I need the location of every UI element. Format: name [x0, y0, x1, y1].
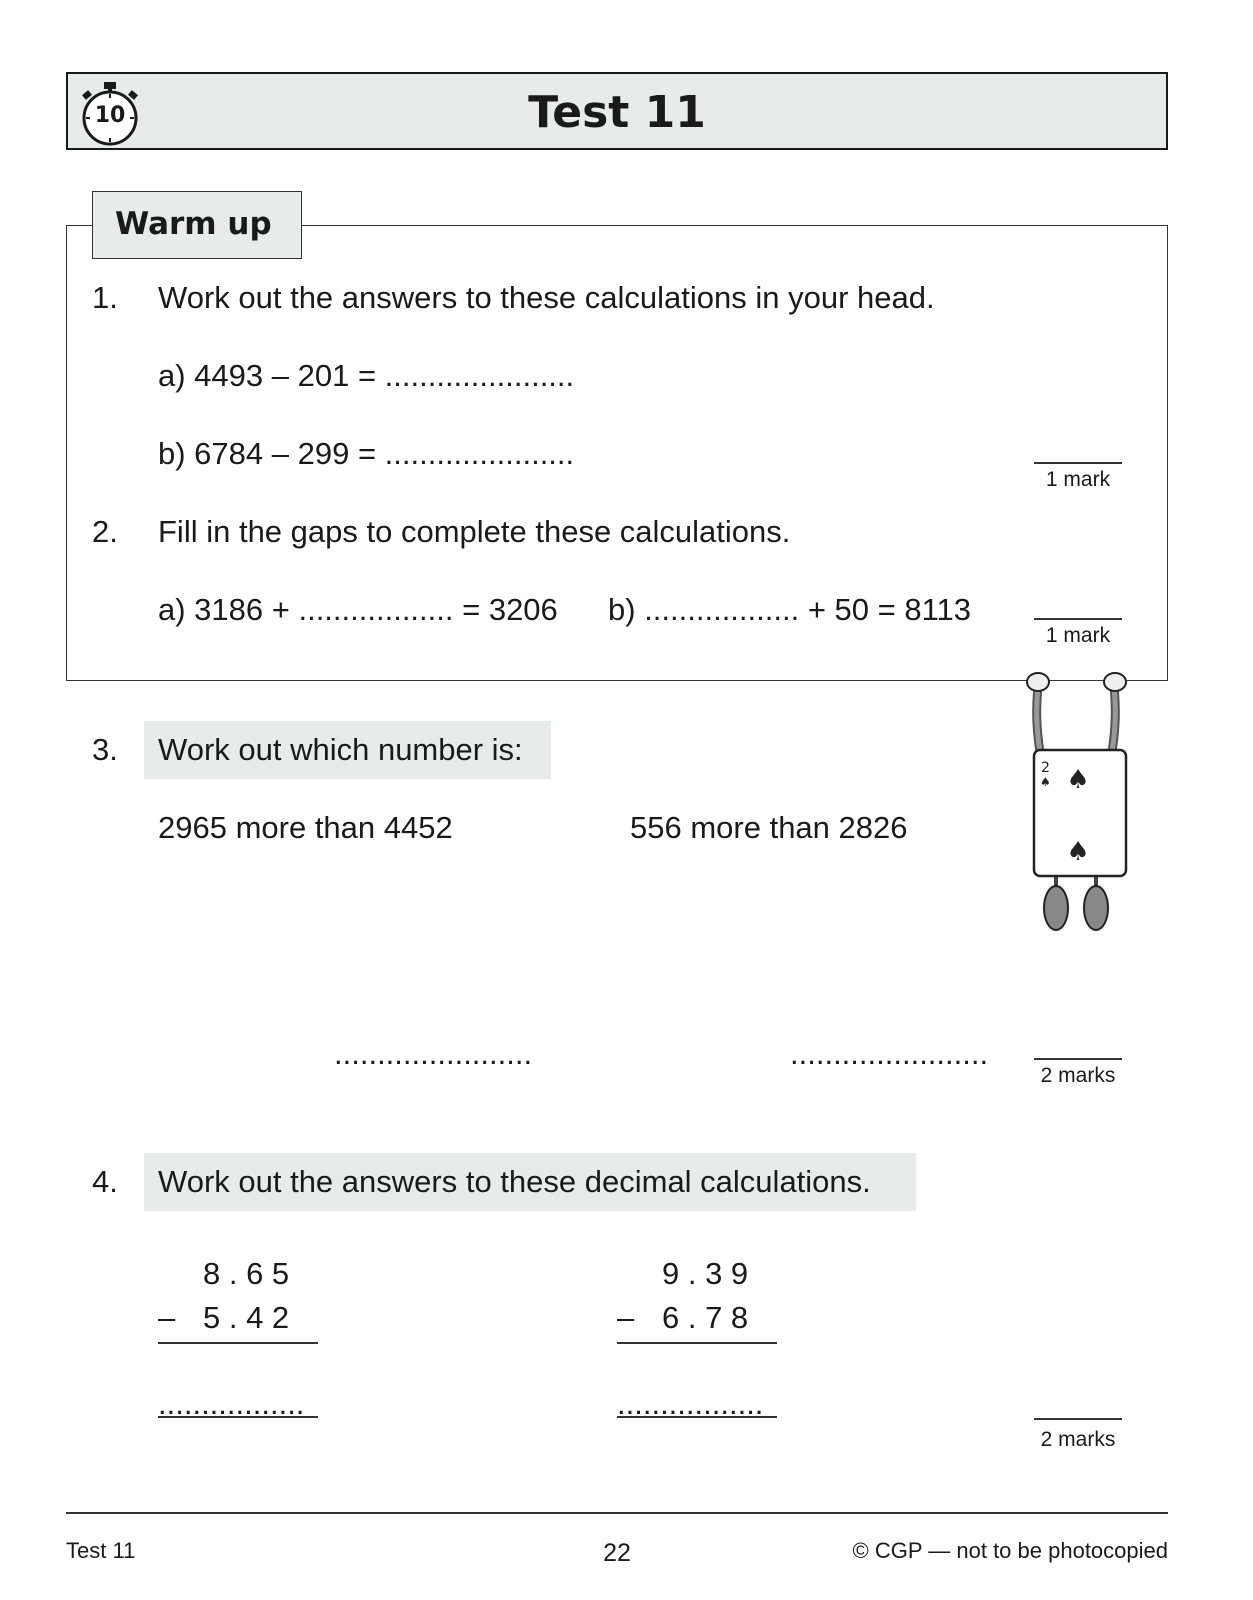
q4-right-top-number: 9 . 3 9: [662, 1256, 749, 1291]
timer-value: 10: [94, 103, 126, 128]
question-1a[interactable]: a) 4493 – 201 = ......................: [158, 358, 575, 393]
card-suit-center-top: ♠: [1066, 765, 1090, 795]
question-1-number: 1.: [92, 280, 118, 315]
question-3-right-answer[interactable]: .......................: [790, 1036, 989, 1071]
footer-divider: [66, 1512, 1168, 1514]
question-1b[interactable]: b) 6784 – 299 = ......................: [158, 436, 575, 471]
question-2-text: Fill in the gaps to complete these calculations.: [158, 514, 791, 549]
mark-line-q2: [1034, 618, 1122, 620]
question-3-text: Work out which number is:: [158, 732, 523, 767]
q4-left-bottom-number: 5 . 4 2: [203, 1300, 290, 1335]
question-3-highlight: [144, 721, 551, 779]
question-4-highlight: [144, 1153, 916, 1211]
warm-up-tab: [92, 191, 302, 259]
mark-label-q4: 2 marks: [1040, 1428, 1116, 1451]
q4-left-sum-line: [158, 1342, 318, 1344]
card-rank-top: 2: [1041, 760, 1050, 776]
q4-left-answer[interactable]: .................: [158, 1386, 305, 1421]
q4-left-answer-line: [158, 1416, 318, 1418]
q4-left-top-number: 8 . 6 5: [203, 1256, 290, 1291]
warm-up-label: Warm up: [115, 206, 272, 242]
question-3-right-prompt: 556 more than 2826: [630, 810, 908, 845]
playing-card-character-illustration: [1016, 668, 1136, 938]
mark-label-q2: 1 mark: [1045, 624, 1111, 647]
question-3-number: 3.: [92, 732, 118, 767]
copyright-notice: © CGP — not to be photocopied: [852, 1538, 1168, 1563]
q4-right-answer[interactable]: .................: [617, 1386, 764, 1421]
footer-test-label: Test 11: [66, 1538, 136, 1563]
question-1-text: Work out the answers to these calculations in your head.: [158, 280, 935, 315]
q4-right-sum-line: [617, 1342, 777, 1344]
question-2b[interactable]: b) .................. + 50 = 8113: [608, 592, 972, 627]
mark-label-q3: 2 marks: [1040, 1064, 1116, 1087]
mark-label-q1: 1 mark: [1045, 468, 1111, 491]
question-2a[interactable]: a) 3186 + .................. = 3206: [158, 592, 558, 627]
q4-right-answer-line: [617, 1416, 777, 1418]
q4-right-bottom-number: 6 . 7 8: [662, 1300, 749, 1335]
card-suit-center-bottom: ♠: [1066, 837, 1090, 867]
question-4-number: 4.: [92, 1164, 118, 1199]
question-3-left-answer[interactable]: .......................: [334, 1036, 533, 1071]
question-4-text: Work out the answers to these decimal calculations.: [158, 1164, 871, 1199]
mark-line-q3: [1034, 1058, 1122, 1060]
page-title: Test 11: [528, 87, 706, 138]
q4-right-minus-sign: –: [617, 1300, 635, 1335]
card-suit-small-top: ♠: [1040, 775, 1051, 789]
mark-line-q1: [1034, 462, 1122, 464]
question-2-number: 2.: [92, 514, 118, 549]
page-number: 22: [603, 1539, 631, 1567]
mark-line-q4: [1034, 1418, 1122, 1420]
question-3-left-prompt: 2965 more than 4452: [158, 810, 453, 845]
q4-left-minus-sign: –: [158, 1300, 176, 1335]
header-bar: [66, 72, 1168, 150]
